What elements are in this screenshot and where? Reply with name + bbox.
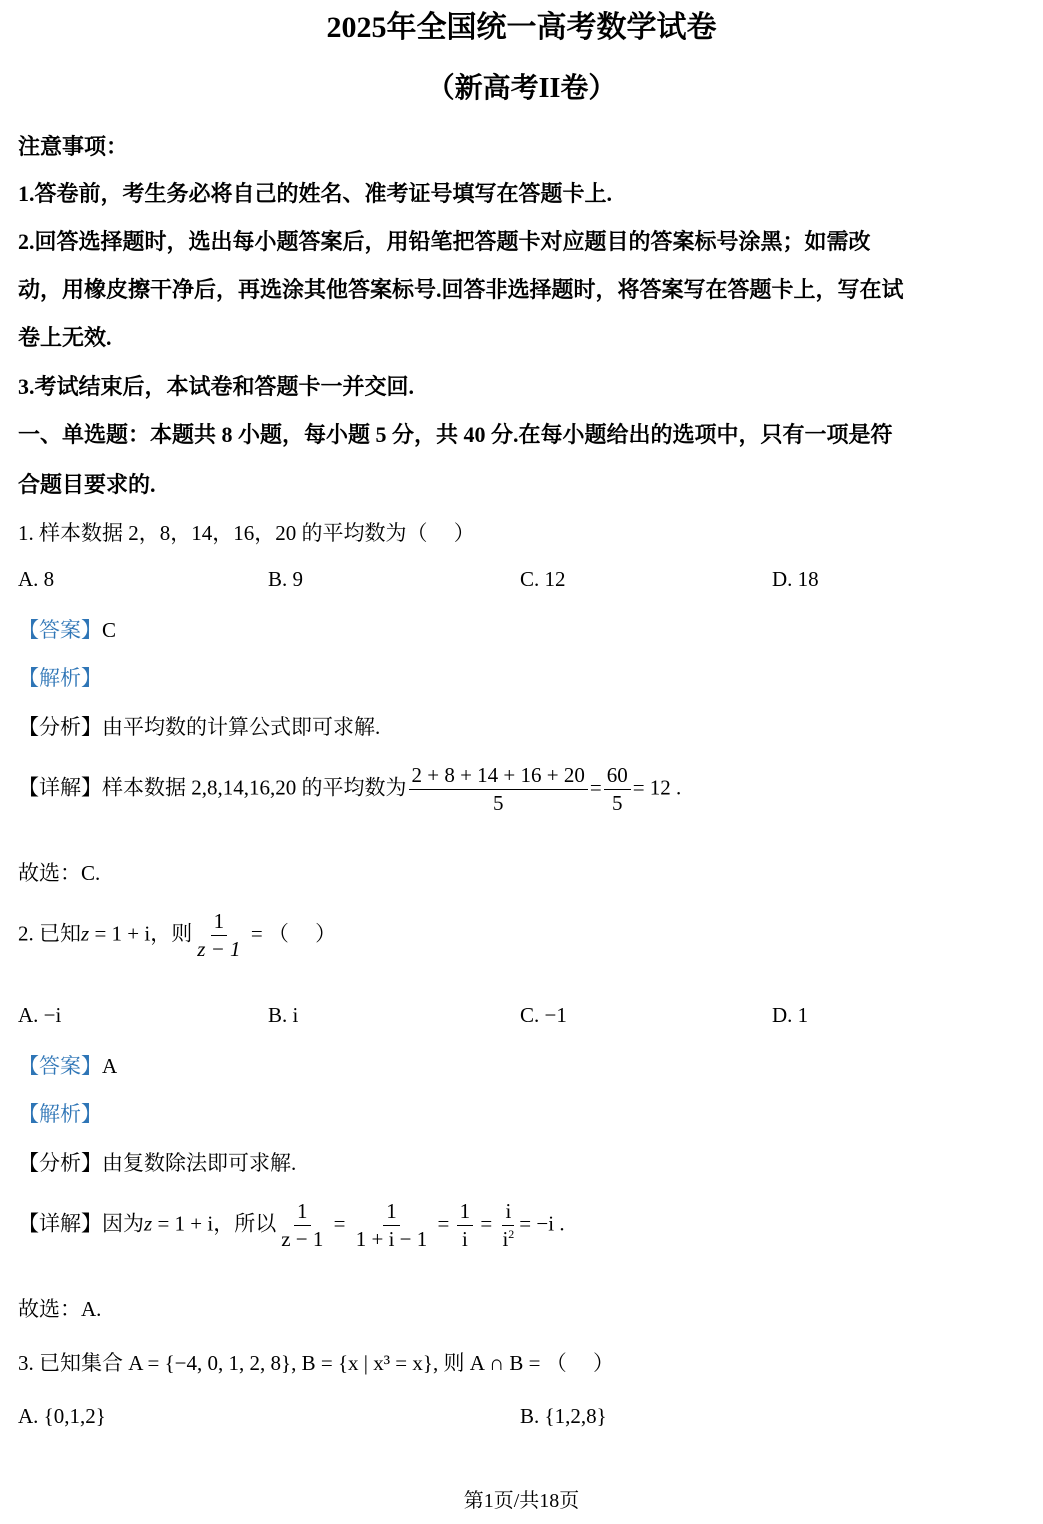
section-heading-line-2: 合题目要求的. [18, 472, 156, 497]
notice-item-2-line-2: 动，用橡皮擦干净后，再选涂其他答案标号.回答非选择题时，将答案写在答题卡上，写在试 [18, 277, 904, 302]
notice-item-2-line-1: 2.回答选择题时，选出每小题答案后，用铅笔把答题卡对应题目的答案标号涂黑；如需改 [18, 229, 871, 254]
q1-analysis: 【分析】由平均数的计算公式即可求解. [18, 715, 381, 739]
q2-stem-fraction: $\frac{1}{z - 1}$ [197, 909, 241, 962]
q1-explain-label: 【解析】 [18, 666, 102, 690]
answer-label: 【答案】 [18, 618, 102, 642]
q1-option-d: D. 18 [772, 567, 819, 591]
analysis-label: 【分析】 [18, 715, 102, 739]
q1-stem: 1. 样本数据 2，8，14，16，20 的平均数为（ ） [18, 521, 475, 545]
q1-option-a: A. 8 [18, 567, 55, 591]
q3-option-b: B. {1,2,8} [520, 1404, 607, 1428]
q2-option-d: D. 1 [772, 1003, 809, 1027]
notice-item-3: 3.考试结束后，本试卷和答题卡一并交回. [18, 374, 415, 399]
detail-label: 【详解】 [18, 775, 102, 800]
q2-option-b: B. i [268, 1003, 299, 1027]
notice-heading: 注意事项： [18, 134, 129, 159]
q2-answer-value: A [102, 1054, 118, 1078]
q2-explain-label: 【解析】 [18, 1102, 102, 1126]
q2-conclusion: 故选：A. [18, 1297, 102, 1321]
notice-item-2-line-3: 卷上无效. [18, 325, 112, 350]
q3-stem: 3. 已知集合 A = {−4, 0, 1, 2, 8}, B = {x | x³ = x}, 则 A ∩ B = （ ） [18, 1351, 614, 1375]
q2-option-c: C. −1 [520, 1003, 567, 1027]
document-title: 2025年全国统一高考数学试卷 [326, 11, 717, 44]
analysis-label: 【分析】 [18, 1151, 102, 1175]
q1-fraction-sum: $\frac{2 + 8 + 14 + 16 + 20}{5}$ [409, 764, 588, 815]
q2-stem: 2. 已知z = 1 + i，则 $\frac{1}{z - 1}$ = （ ） [18, 909, 337, 962]
notice-item-1: 1.答卷前，考生务必将自己的姓名、准考证号填写在答题卡上. [18, 181, 613, 206]
q1-option-c: C. 12 [520, 567, 566, 591]
q1-fraction-60: $\frac{60}{5}$ [604, 764, 631, 815]
q2-option-a: A. −i [18, 1003, 62, 1027]
q3-option-a: A. {0,1,2} [18, 1404, 106, 1428]
detail-label: 【详解】 [18, 1211, 102, 1236]
q2-answer [18, 1050, 117, 1080]
q2-detail: 【详解】因为z = 1 + i，所以 $\frac{1}{z - 1}$ = $\frac{1}{1 + i - 1}$ = $\frac{1}{i}$ = $\frac{i}{i^2}$ = −i . [18, 1199, 565, 1252]
q1-option-b: B. 9 [268, 567, 304, 591]
q1-answer [18, 614, 116, 644]
q1-conclusion: 故选：C. [18, 861, 101, 885]
document-subtitle: （新高考II卷） [426, 73, 617, 104]
q2-analysis: 【分析】由复数除法即可求解. [18, 1151, 297, 1175]
page-footer: 第1页/共18页 [463, 1490, 580, 1512]
q1-detail: 【详解】样本数据 2,8,14,16,20 的平均数为 $\frac{2 + 8 + 14 + 16 + 20}{5}$ = $\frac{60}{5}$ = 12 . [18, 763, 682, 816]
section-heading-line-1: 一、单选题：本题共 8 小题，每小题 5 分，共 40 分.在每小题给出的选项中，只有一项是符 [18, 422, 893, 447]
q1-answer-value: C [102, 618, 117, 642]
answer-label: 【答案】 [18, 1054, 102, 1078]
